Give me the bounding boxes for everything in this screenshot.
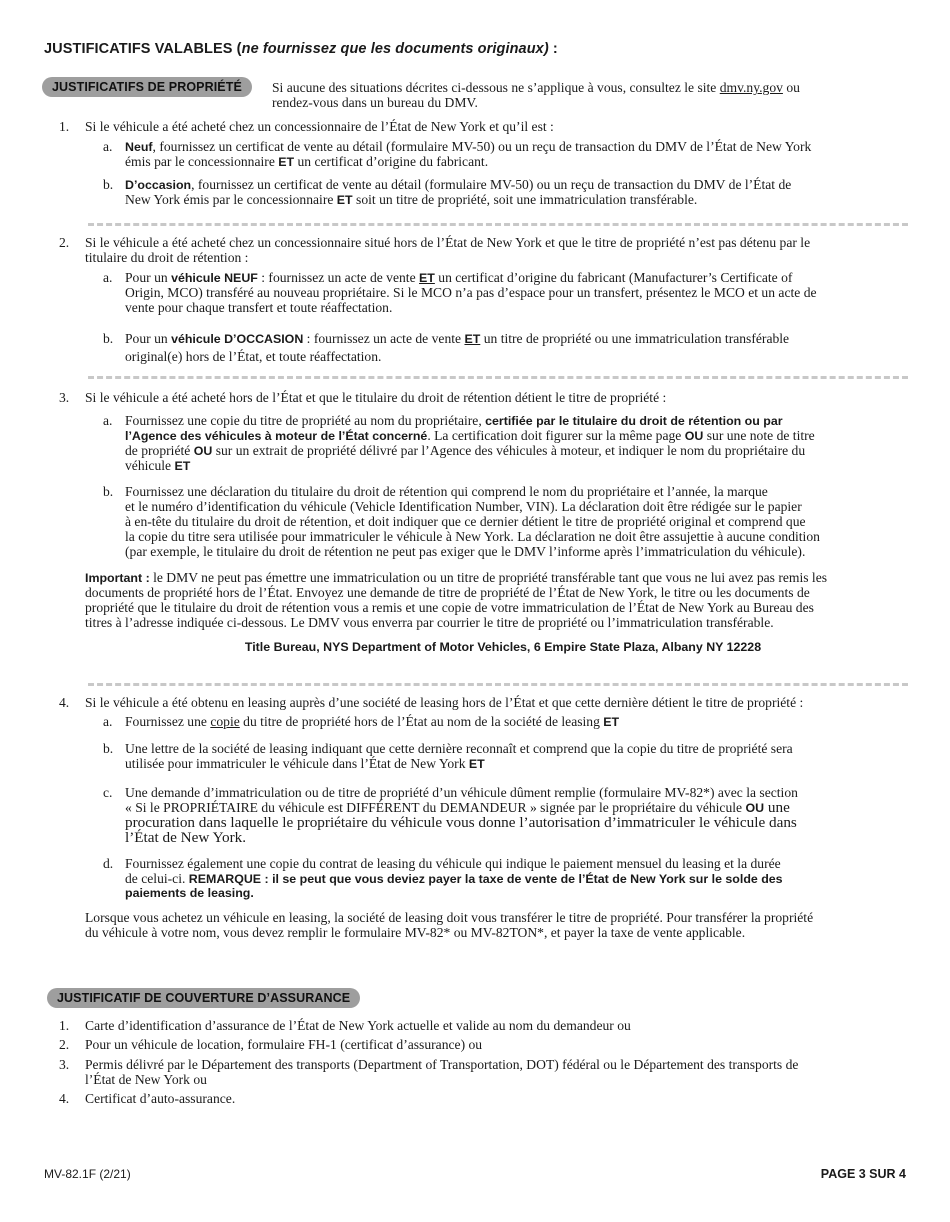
bold-term: l’Agence des véhicules à moteur de l’État concerné (125, 429, 428, 443)
dmv-website-link[interactable]: dmv.ny.gov (719, 80, 783, 95)
ownership-pill-label: JUSTIFICATIFS DE PROPRIÉTÉ (52, 80, 242, 94)
sub-letter: a. (103, 413, 113, 428)
text: . La certification doit figurer sur la même page (427, 428, 685, 443)
insurance-item-1: Carte d’identification d’assurance de l’État de New York actuelle et valide au nom du demandeur ou (85, 1018, 631, 1033)
insurance-item-3-line1: Permis délivré par le Département des transports (Department of Transportation, DOT) fédéral ou le Département des transports de (85, 1057, 799, 1072)
page-title (44, 41, 558, 57)
bold-term: ET (419, 271, 435, 285)
text: une (764, 799, 790, 816)
section-divider (88, 683, 908, 686)
item-1a-line2 (125, 154, 488, 170)
insurance-item-number: 3. (59, 1057, 70, 1072)
sub-letter: b. (103, 741, 114, 756)
text: soit un titre de propriété, soit une immatriculation transférable. (352, 192, 698, 207)
item-3-text: Si le véhicule a été acheté hors de l’État et que le titulaire du droit de rétention détient le titre de propriété : (85, 390, 667, 405)
sub-letter: a. (103, 270, 113, 285)
bold-term: Neuf (125, 140, 153, 154)
bold-term: OU (745, 801, 765, 815)
item-4-text: Si le véhicule a été obtenu en leasing auprès d’une société de leasing hors de l’État et que cette dernière détient le titre de propriété : (85, 695, 804, 710)
item-4d-line1: Fournissez également une copie du contrat de leasing du véhicule qui indique le paiement mensuel du leasing et la durée (125, 856, 781, 871)
sub-letter: a. (103, 139, 113, 154)
text: : fournissez un acte de vente (257, 270, 420, 285)
sub-letter: d. (103, 856, 114, 871)
bold-term: certifiée par le titulaire du droit de rétention ou par (485, 414, 783, 428)
ownership-section-pill (42, 77, 252, 97)
item-3a-line1 (125, 413, 783, 429)
text: véhicule (125, 458, 175, 473)
item-2b-line1 (125, 331, 789, 347)
bold-term: ET (464, 332, 481, 346)
bold-term: véhicule D’OCCASION (171, 332, 304, 346)
item-2a-line1 (125, 270, 792, 286)
item-1-text: Si le véhicule a été acheté chez un concessionnaire de l’État de New York et qu’il est : (85, 119, 554, 134)
bold-term: ET (336, 193, 353, 207)
text: du titre de propriété hors de l’État au nom de la société de leasing (239, 714, 604, 729)
item-2b-line2: original(e) hors de l’État, et toute réaffectation. (125, 349, 382, 364)
item-1a-line1 (125, 139, 811, 155)
text: le DMV ne peut pas émettre une immatriculation ou un titre de propriété transférable tant que vous ne lui avez pas remis les (149, 570, 828, 585)
insurance-item-2: Pour un véhicule de location, formulaire FH-1 (certificat d’assurance) ou (85, 1037, 483, 1052)
insurance-item-4: Certificat d’auto-assurance. (85, 1091, 236, 1106)
item-4c-line4: l’État de New York. (125, 829, 247, 846)
text: New York émis par le concessionnaire (125, 192, 337, 207)
item-3a-line2 (125, 428, 815, 444)
lease-paragraph-line1: Lorsque vous achetez un véhicule en leasing, la société de leasing doit vous transférer le titre de propriété. Pour transférer la propriété (85, 910, 814, 925)
item-3b-line3: à en-tête du titulaire du droit de rétention, et doit indiquer que ce dernier détient le titre de propriété original et comprend que (125, 514, 806, 529)
text: de propriété (125, 443, 194, 458)
bold-term: ET (468, 757, 485, 771)
ownership-intro-line2: rendez-vous dans un bureau du DMV. (272, 95, 478, 110)
text: utilisée pour immatriculer le véhicule dans l’État de New York (125, 756, 469, 771)
item-2a-line3: vente pour chaque transfert et toute réaffectation. (125, 300, 393, 315)
text: , fournissez un certificat de vente au détail (formulaire MV-50) ou un reçu de transaction du DMV de l’État de New York (152, 139, 812, 154)
text: un certificat d’origine du fabricant (Manufacturer’s Certificate of (434, 270, 793, 285)
important-line4: titres à l’adresse indiquée ci-dessous. Le DMV vous enverra par courrier le titre de propriété ou l’immatriculation transférable. (85, 615, 774, 630)
remarque-note: REMARQUE : il se peut que vous deviez payer la taxe de vente de l’État de New York sur le solde des (188, 872, 783, 886)
item-1b-line1 (125, 177, 791, 193)
item-3b-line1: Fournissez une déclaration du titulaire du droit de rétention qui comprend le nom du propriétaire et l’année, la marque (125, 484, 768, 499)
item-4a-line1 (125, 714, 619, 730)
insurance-pill-label: JUSTIFICATIF DE COUVERTURE D’ASSURANCE (57, 991, 351, 1005)
text: Pour un (125, 331, 172, 346)
text: Fournissez une (125, 714, 211, 729)
bold-term: ET (174, 459, 191, 473)
bold-term: véhicule NEUF (171, 271, 258, 285)
item-2-line2: titulaire du droit de rétention : (85, 250, 249, 265)
item-3a-line3 (125, 443, 805, 459)
item-3b-line4: la copie du titre sera utilisée pour immatriculer le véhicule à New York. La déclaration ne doit être assujettie à aucune condition (125, 529, 820, 544)
form-id: MV-82.1F (2/21) (44, 1167, 131, 1181)
item-3a-line4 (125, 458, 190, 474)
title-part: JUSTIFICATIFS VALABLES ( (44, 41, 242, 57)
insurance-item-number: 2. (59, 1037, 70, 1052)
bold-term: ET (603, 715, 620, 729)
text: un certificat d’origine du fabricant. (294, 154, 489, 169)
title-bureau-address: Title Bureau, NYS Department of Motor Vehicles, 6 Empire State Plaza, Albany NY 12228 (244, 640, 762, 654)
insurance-item-3-line2: l’État de New York ou (85, 1072, 207, 1087)
text: , fournissez un certificat de vente au détail (formulaire MV-50) ou un reçu de transaction du DMV de l’État de (191, 177, 792, 192)
insurance-section-pill (47, 988, 360, 1008)
item-number: 2. (59, 235, 70, 250)
important-line1 (85, 570, 827, 586)
text: « Si le PROPRIÉTAIRE du véhicule est DIFFÉRENT du DEMANDEUR » signée par le propriétaire du véhicule (125, 800, 746, 815)
sub-letter: a. (103, 714, 113, 729)
text: de celui-ci. (125, 871, 189, 886)
item-4d-line2 (125, 871, 783, 887)
intro-text: Si aucune des situations décrites ci-dessous ne s’applique à vous, consultez le site (272, 80, 720, 95)
item-4d-line3: paiements de leasing. (125, 886, 254, 900)
important-line3: propriété que le titulaire du droit de rétention vous a remis et une copie de votre immatriculation de l’État de New York au Bureau des (85, 600, 814, 615)
intro-text: ou (782, 80, 800, 95)
item-3b-line5: (par exemple, le titulaire du droit de rétention ne peut pas exiger que le DMV l’informe après l’immatriculation du véhicule). (125, 544, 806, 559)
sub-letter: c. (103, 785, 113, 800)
title-colon: : (548, 41, 558, 57)
section-divider (88, 223, 908, 226)
text: : fournissez un acte de vente (303, 331, 465, 346)
item-4b-line1: Une lettre de la société de leasing indiquant que cette dernière reconnaît et comprend que la copie du titre de propriété sera (125, 741, 793, 756)
text: émis par le concessionnaire (125, 154, 279, 169)
lease-paragraph-line2: du véhicule à votre nom, vous devez remplir le formulaire MV-82* ou MV-82TON*, et payer la taxe de vente applicable. (85, 925, 746, 940)
section-divider (88, 376, 908, 379)
item-number: 1. (59, 119, 70, 134)
bold-term: OU (684, 429, 704, 443)
item-2a-line2: Origin, MCO) transféré au nouveau propriétaire. Si le MCO n’a pas d’espace pour un transfert, présentez le MCO et un acte de (125, 285, 817, 300)
item-4c-line3: procuration dans laquelle le propriétaire du véhicule vous donne l’autorisation d’immatriculer le véhicule dans (125, 814, 797, 831)
title-italic: ne fournissez que les documents originaux) (241, 41, 549, 57)
insurance-item-number: 1. (59, 1018, 70, 1033)
text: sur un extrait de propriété délivré par l’Agence des véhicules à moteur, et indiquer le nom du propriétaire du (212, 443, 806, 458)
bold-term: OU (193, 444, 213, 458)
text: un titre de propriété ou une immatriculation transférable (480, 331, 790, 346)
item-number: 4. (59, 695, 70, 710)
page-number: PAGE 3 SUR 4 (820, 1167, 906, 1181)
important-line2: documents de propriété hors de l’État. Envoyez une demande de titre de propriété de l’État de New York, le titre ou les documents de (85, 585, 810, 600)
item-2-line1: Si le véhicule a été acheté chez un concessionnaire situé hors de l’État de New York et que le titre de propriété n’est pas détenu par le (85, 235, 811, 250)
ownership-intro-line1 (272, 80, 800, 95)
item-1b-line2 (125, 192, 697, 208)
underlined-term: copie (210, 714, 240, 729)
item-4b-line2 (125, 756, 485, 772)
sub-letter: b. (103, 484, 114, 499)
item-number: 3. (59, 390, 70, 405)
bold-term: D’occasion (125, 178, 192, 192)
text: Pour un (125, 270, 172, 285)
text: Fournissez une copie du titre de propriété au nom du propriétaire, (125, 413, 486, 428)
item-3b-line2: et le numéro d’identification du véhicule (Vehicle Identification Number, VIN). La déclaration doit être rédigée sur le papier (125, 499, 802, 514)
sub-letter: b. (103, 177, 114, 192)
insurance-item-number: 4. (59, 1091, 70, 1106)
item-4c-line1: Une demande d’immatriculation ou de titre de propriété d’un véhicule dûment remplie (formulaire MV-82*) avec la section (125, 785, 798, 800)
sub-letter: b. (103, 331, 114, 346)
important-label: Important : (85, 571, 150, 585)
bold-term: ET (278, 155, 295, 169)
text: sur une note de titre (703, 428, 815, 443)
